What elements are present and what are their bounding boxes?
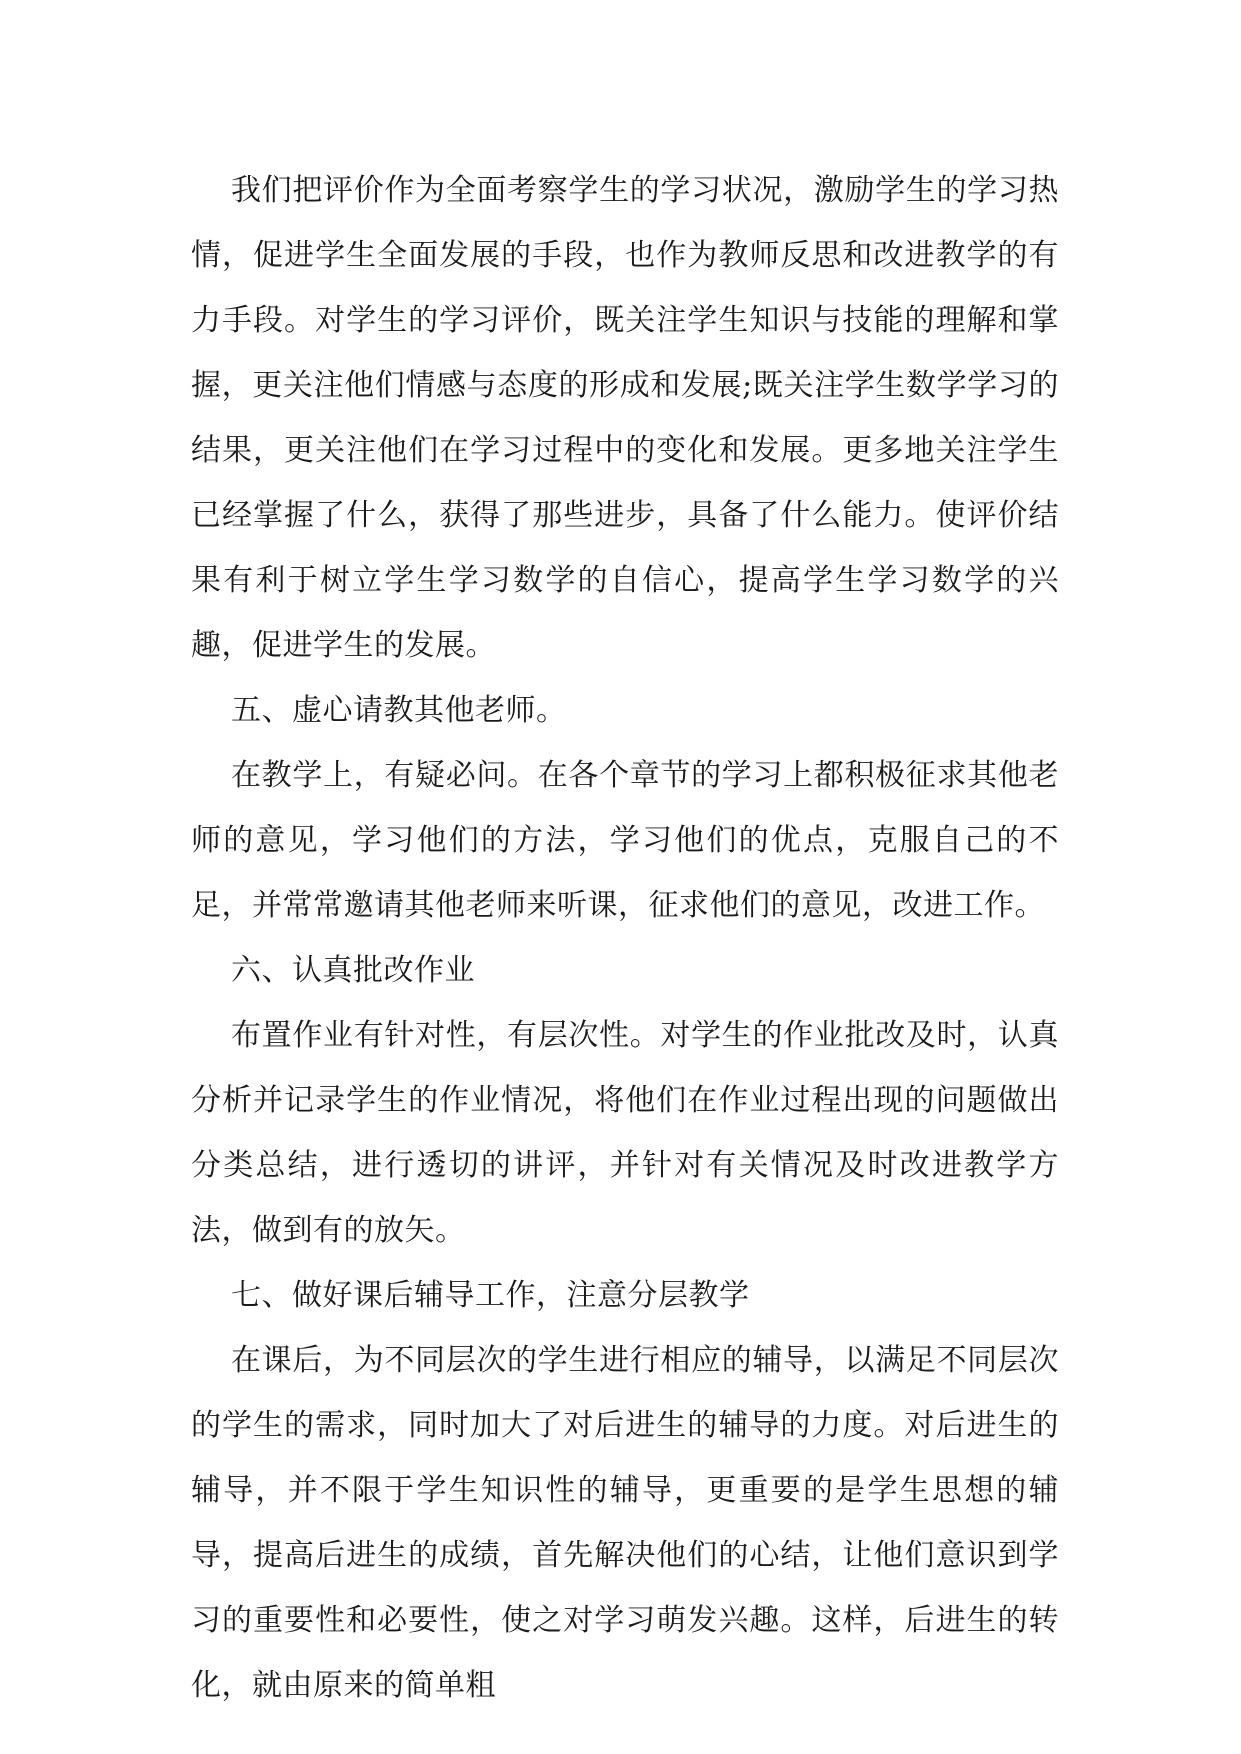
- paragraph-homework: 布置作业有针对性，有层次性。对学生的作业批改及时，认真分析并记录学生的作业情况，将他们在作业过程出现的问题做出分类总结，进行透切的讲评，并针对有关情况及时改进教学方法，做到有的放矢。: [191, 1018, 1059, 1248]
- document-body: [191, 158, 1059, 1718]
- paragraph-tutoring: 在课后，为不同层次的学生进行相应的辅导，以满足不同层次的学生的需求，同时加大了对后进生的辅导的力度。对后进生的辅导，并不限于学生知识性的辅导，更重要的是学生思想的辅导，提高后进生的成绩，首先解决他们的心结，让他们意识到学习的重要性和必要性，使之对学习萌发兴趣。这样，后进生的转化，就由原来的简单粗: [191, 1343, 1059, 1703]
- paragraph-consult-teachers: 在教学上，有疑必问。在各个章节的学习上都积极征求其他老师的意见，学习他们的方法，学习他们的优点，克服自己的不足，并常常邀请其他老师来听课，征求他们的意见，改进工作。: [191, 758, 1059, 923]
- section-heading-six: 六、认真批改作业: [231, 953, 475, 988]
- section-heading-five: 五、虚心请教其他老师。: [231, 693, 567, 728]
- paragraph-evaluation: 我们把评价作为全面考察学生的学习状况，激励学生的学习热情，促进学生全面发展的手段，也作为教师反思和改进教学的有力手段。对学生的学习评价，既关注学生知识与技能的理解和掌握，更关注他们情感与态度的形成和发展;既关注学生数学学习的结果，更关注他们在学习过程中的变化和发展。更多地关注学生已经掌握了什么，获得了那些进步，具备了什么能力。使评价结果有利于树立学生学习数学的自信心，提高学生学习数学的兴趣，促进学生的发展。: [191, 173, 1059, 663]
- section-heading-seven: 七、做好课后辅导工作，注意分层教学: [231, 1278, 750, 1313]
